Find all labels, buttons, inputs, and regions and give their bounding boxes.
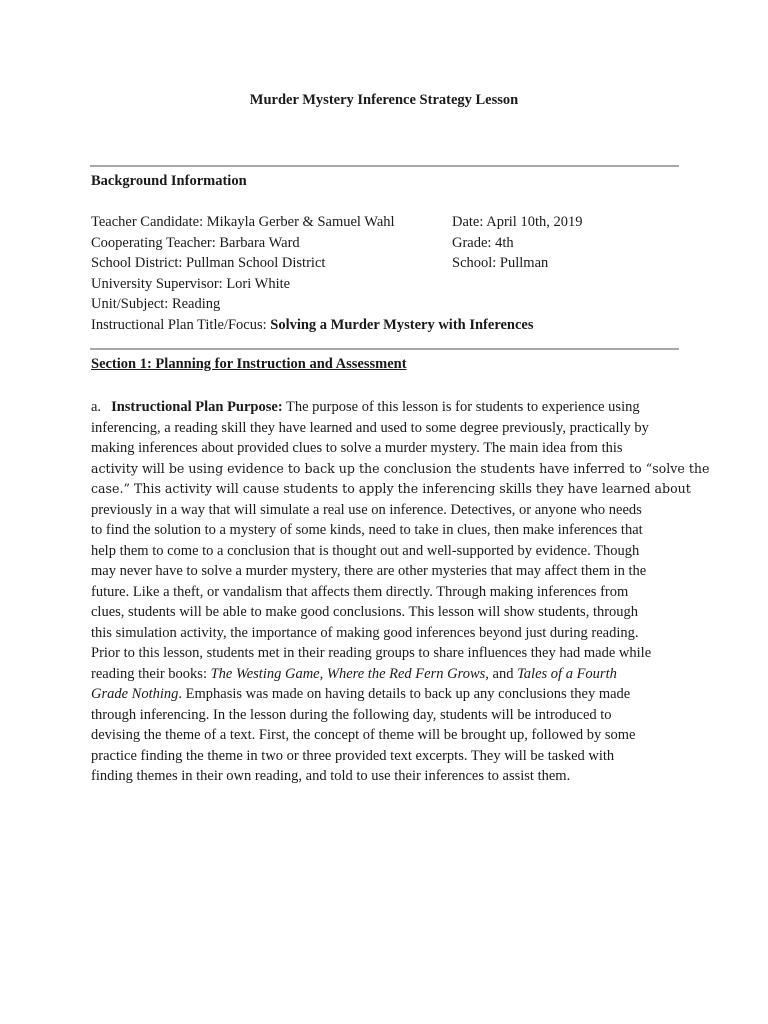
unit-subject: Unit/Subject: Reading <box>91 296 221 312</box>
paragraph-line: this simulation activity, the importance of making good inferences beyond just during reading. <box>91 624 639 641</box>
horizontal-rule-bottom <box>90 348 679 350</box>
purpose-label: Instructional Plan Purpose: <box>111 399 283 415</box>
list-marker: a. <box>91 399 102 415</box>
focus-label: Instructional Plan Title/Focus: <box>91 316 271 333</box>
horizontal-rule-top <box>90 165 679 167</box>
book-title: Grade Nothing <box>91 686 179 702</box>
info-row <box>91 212 691 233</box>
line-text: The purpose of this lesson is for students to experience using <box>282 399 640 415</box>
section-heading: Section 1: Planning for Instruction and Assessment <box>91 356 407 372</box>
line-text: and <box>488 665 518 682</box>
teacher-candidate: Teacher Candidate: Mikayla Gerber & Samuel Wahl <box>91 214 395 230</box>
purpose-paragraph <box>91 397 710 787</box>
info-row <box>91 294 691 315</box>
paragraph-line: may never have to solve a murder mystery, there are other mysteries that may affect them in the <box>91 563 647 579</box>
book-title: Tales of a Fourth <box>517 665 617 682</box>
lesson-date: Date: April 10th, 2019 <box>452 214 583 230</box>
info-row <box>91 274 691 295</box>
background-heading: Background Information <box>91 173 247 189</box>
book-titles: The Westing Game, Where the Red Fern Grows, <box>210 665 489 682</box>
paragraph-line <box>91 664 691 685</box>
paragraph-line: through inferencing. In the lesson during the following day, students will be introduced to <box>91 706 612 723</box>
paragraph-line <box>91 684 691 705</box>
grade: Grade: 4th <box>452 234 514 251</box>
info-row <box>91 233 691 254</box>
paragraph-line: to find the solution to a mystery of some kinds, need to take in clues, then make inferences that <box>91 522 643 538</box>
focus-value: Solving a Murder Mystery with Inferences <box>270 316 534 333</box>
paragraph-line: Prior to this lesson, students met in their reading groups to share influences they had made while <box>91 645 652 661</box>
paragraph-line: activity will be using evidence to back up the conclusion the students have inferred to “solve the <box>91 460 710 476</box>
paragraph-line: devising the theme of a text. First, the concept of theme will be brought up, followed by some <box>91 727 636 743</box>
background-info <box>91 212 691 335</box>
line-text: . Emphasis was made on having details to back up any conclusions they made <box>178 686 631 702</box>
university-supervisor: University Supervisor: Lori White <box>91 275 291 292</box>
school: School: Pullman <box>452 255 549 271</box>
plan-focus <box>91 315 534 336</box>
line-text: reading their books: <box>91 665 211 682</box>
paragraph-line: future. Like a theft, or vandalism that affects them directly. Through making inferences from <box>91 583 629 600</box>
paragraph-line: inferencing, a reading skill they have learned and used to some degree previously, practically by <box>91 419 649 436</box>
info-row <box>91 315 691 336</box>
paragraph-line: practice finding the theme in two or three provided text excerpts. They will be tasked with <box>91 747 615 764</box>
paragraph-line: previously in a way that will simulate a real use on inference. Detectives, or anyone who needs <box>91 501 642 518</box>
paragraph-line: finding themes in their own reading, and told to use their inferences to assist them. <box>91 768 571 784</box>
document-title: Murder Mystery Inference Strategy Lesson <box>249 92 519 108</box>
info-row <box>91 253 691 274</box>
school-district: School District: Pullman School District <box>91 255 326 271</box>
paragraph-line: making inferences about provided clues to solve a murder mystery. The main idea from this <box>91 440 623 456</box>
paragraph-line <box>91 397 691 418</box>
paragraph-line: help them to come to a conclusion that is thought out and well-supported by evidence. Though <box>91 542 640 559</box>
paragraph-line: clues, students will be able to make good conclusions. This lesson will show students, through <box>91 604 639 620</box>
paragraph-line: case.” This activity will cause students to apply the inferencing skills they have learned about <box>91 481 691 496</box>
cooperating-teacher: Cooperating Teacher: Barbara Ward <box>91 234 300 251</box>
